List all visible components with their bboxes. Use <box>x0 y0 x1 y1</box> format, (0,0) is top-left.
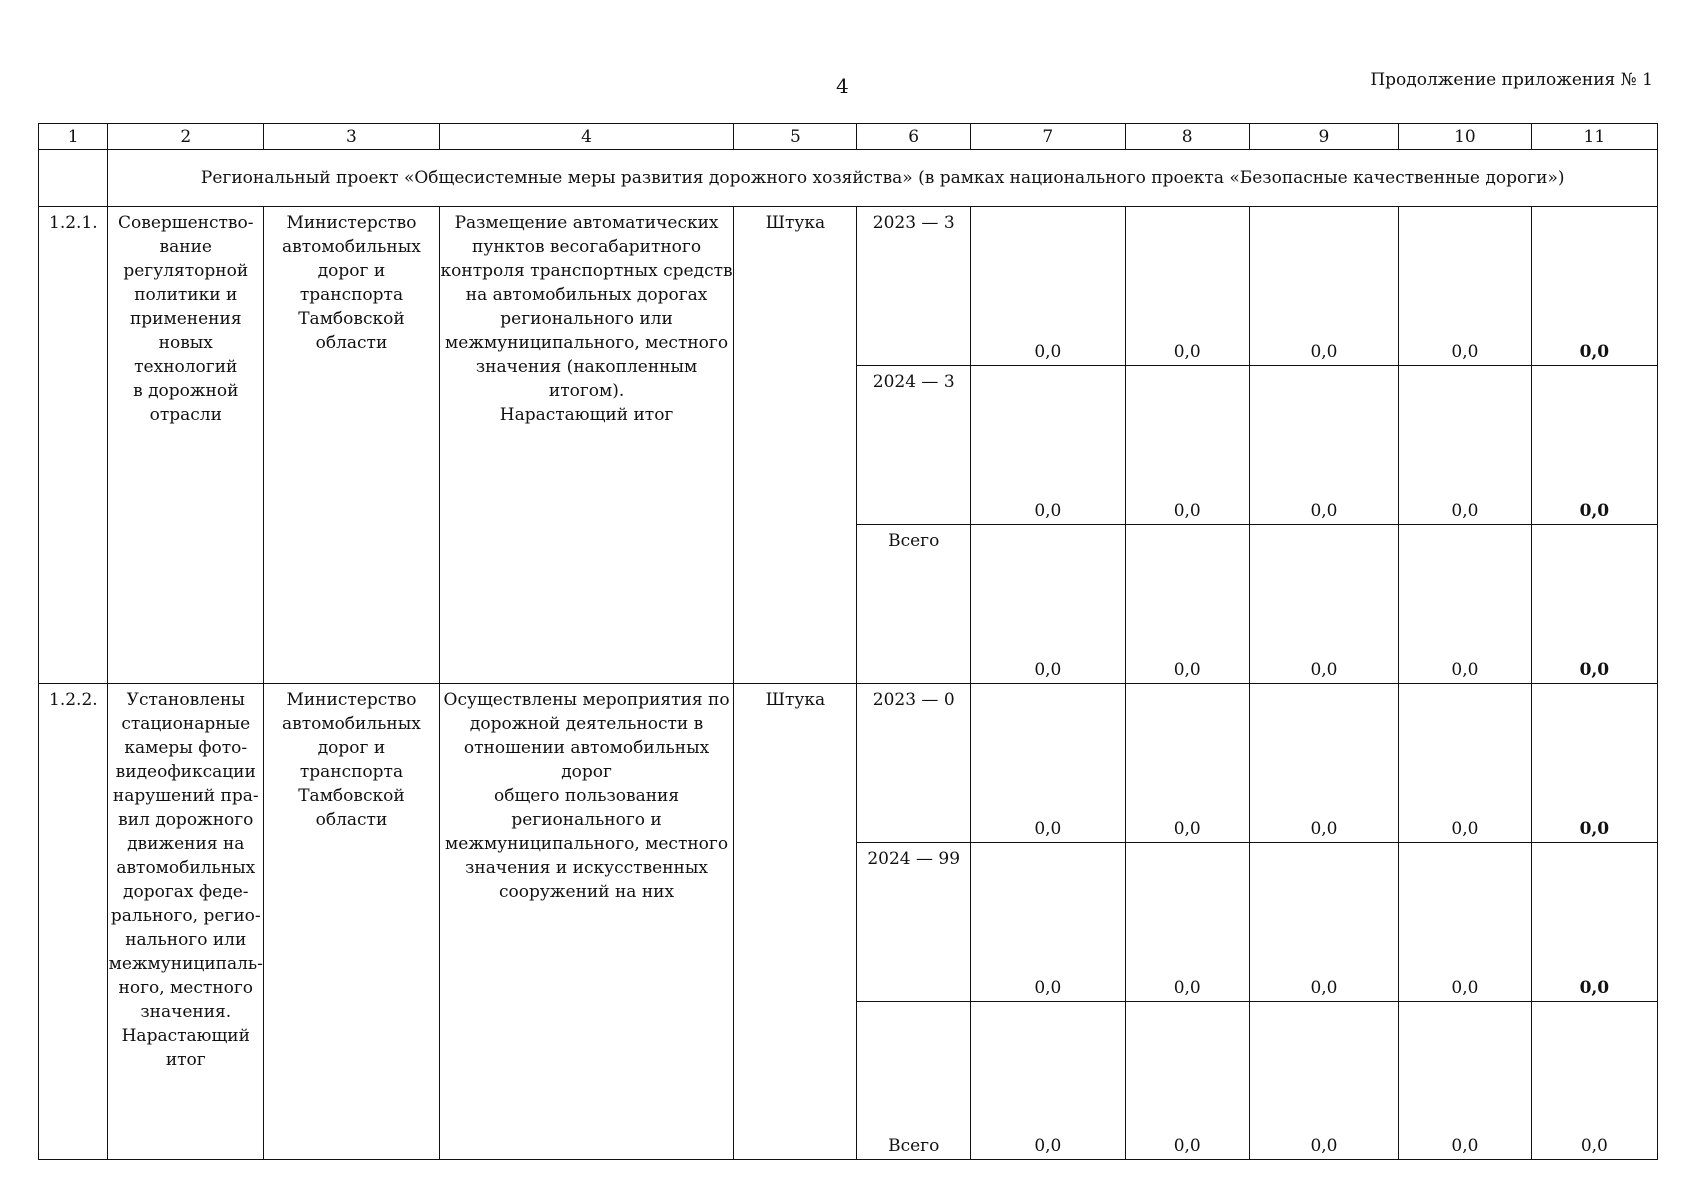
column-header: 11 <box>1531 124 1657 150</box>
appendix-note: Продолжение приложения № 1 <box>1370 70 1653 90</box>
column-header: 5 <box>734 124 857 150</box>
value-cell: 0,0 <box>971 366 1126 525</box>
event-name: Установлены стационарные камеры фото- видеофиксации нарушений пра- вил дорожного движения на автомобильных дорогах феде- рального, регио- нального или межмуниципаль- ного, местного значения. Нарастающий итог <box>108 684 264 1160</box>
responsible-body: Министерство автомобильных дорог и транспорта Тамбовской области <box>264 207 440 684</box>
responsible-body: Министерство автомобильных дорог и транспорта Тамбовской области <box>264 684 440 1160</box>
value-cell: 0,0 <box>971 843 1126 1002</box>
event-name: Совершенство- вание регуляторной политики и применения новых технологий в дорожной отрасли <box>108 207 264 684</box>
period-label: 2023 — 3 <box>857 207 971 366</box>
column-header: 7 <box>971 124 1126 150</box>
indicator-text: Размещение автоматических пунктов весогабаритного контроля транспортных средств на автомобильных дорогах регионального или межмуниципального, местного значения (накопленным итогом). Нарастающий итог <box>439 207 734 684</box>
column-header: 8 <box>1125 124 1249 150</box>
value-cell: 0,0 <box>1249 1002 1398 1160</box>
column-header: 1 <box>39 124 108 150</box>
value-cell: 0,0 <box>1399 843 1532 1002</box>
column-header: 4 <box>439 124 734 150</box>
value-cell: 0,0 <box>1249 684 1398 843</box>
value-cell: 0,0 <box>1399 366 1532 525</box>
period-label: Всего <box>857 1002 971 1160</box>
indicator-text: Осуществлены мероприятия по дорожной деятельности в отношении автомобильных дорог общего пользования регионального и межмуниципального, местного значения и искусственных сооружений на них <box>439 684 734 1160</box>
value-cell: 0,0 <box>971 684 1126 843</box>
unit: Штука <box>734 684 857 1160</box>
value-cell: 0,0 <box>1125 525 1249 684</box>
page-number: 4 <box>836 74 849 98</box>
plan-table <box>38 123 1658 1160</box>
value-cell: 0,0 <box>1125 366 1249 525</box>
value-cell: 0,0 <box>1531 525 1657 684</box>
row-index: 1.2.1. <box>39 207 108 684</box>
period-label: 2024 — 3 <box>857 366 971 525</box>
value-cell: 0,0 <box>971 1002 1126 1160</box>
value-cell: 0,0 <box>971 207 1126 366</box>
value-cell: 0,0 <box>1125 1002 1249 1160</box>
value-cell: 0,0 <box>1249 207 1398 366</box>
column-header: 2 <box>108 124 264 150</box>
value-cell: 0,0 <box>1531 843 1657 1002</box>
value-cell: 0,0 <box>1125 684 1249 843</box>
value-cell: 0,0 <box>1531 1002 1657 1160</box>
column-header: 3 <box>264 124 440 150</box>
column-number-row <box>39 124 1658 150</box>
value-cell: 0,0 <box>1399 525 1532 684</box>
value-cell: 0,0 <box>1531 684 1657 843</box>
column-header: 6 <box>857 124 971 150</box>
section-row <box>39 150 1658 207</box>
value-cell: 0,0 <box>1399 1002 1532 1160</box>
value-cell: 0,0 <box>1399 207 1532 366</box>
column-header: 9 <box>1249 124 1398 150</box>
value-cell: 0,0 <box>1249 525 1398 684</box>
column-header: 10 <box>1399 124 1532 150</box>
value-cell: 0,0 <box>1399 684 1532 843</box>
period-label: 2024 — 99 <box>857 843 971 1002</box>
value-cell: 0,0 <box>1249 366 1398 525</box>
value-cell: 0,0 <box>1249 843 1398 1002</box>
unit: Штука <box>734 207 857 684</box>
period-label: Всего <box>857 525 971 684</box>
value-cell: 0,0 <box>1125 843 1249 1002</box>
table-row <box>39 207 1658 366</box>
section-title: Региональный проект «Общесистемные меры развития дорожного хозяйства» (в рамках национального проекта «Безопасные качественные дороги») <box>108 150 1658 207</box>
period-label: 2023 — 0 <box>857 684 971 843</box>
row-index: 1.2.2. <box>39 684 108 1160</box>
value-cell: 0,0 <box>1531 366 1657 525</box>
value-cell: 0,0 <box>1531 207 1657 366</box>
value-cell: 0,0 <box>971 525 1126 684</box>
value-cell: 0,0 <box>1125 207 1249 366</box>
table-row <box>39 684 1658 843</box>
